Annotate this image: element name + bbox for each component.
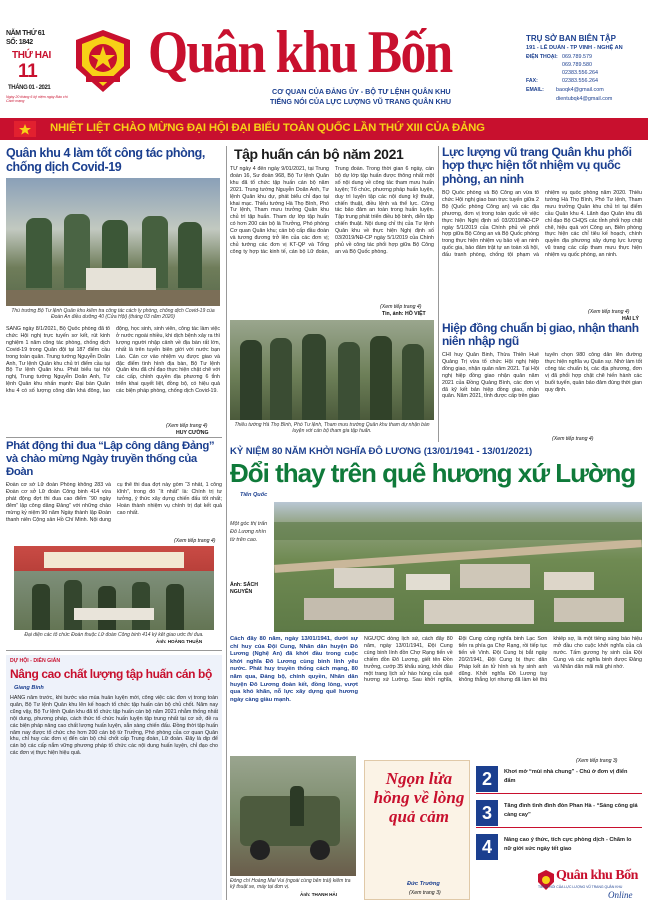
weekday: THỨ HAI (12, 50, 51, 61)
column-divider (226, 146, 227, 900)
column-divider (438, 146, 439, 442)
section-divider (6, 437, 222, 438)
anniversary-aerial-photo (274, 502, 642, 632)
issue-box (6, 30, 68, 110)
poem-box (364, 760, 470, 900)
training-headline: Tập huấn cán bộ năm 2021 (234, 146, 404, 162)
training-continued: (Xem tiếp trang 4) (380, 304, 422, 310)
issue-number: SỐ: 1842 (6, 39, 33, 46)
quality-kicker: DỰ HỘI - DIỄN GIÁN (10, 658, 61, 664)
coordination-article (442, 146, 642, 322)
agreement-article (442, 322, 642, 446)
poem-title: Ngọn lửa hồng về lòng quả cảm (373, 769, 465, 826)
index-number: 4 (476, 834, 498, 860)
day: 11 (18, 61, 38, 82)
covid-body: SÁNG ngày 8/1/2021, Bộ Quốc phòng đã tổ chức Hội nghị trực tuyến sơ kết, rút kinh nghiệm 1 năm công tác phòng, chống dịch Covid-19 trong Quân đội tại 187 điểm cầu trong toàn quân. Trung tướng Nguyễn Doãn Anh, Tư lệnh Quân khu chủ trì điểm cầu tại Bộ Tư lệnh Quân khu. Phát biểu tại hội nghị, Trung tướng Nguyễn Doãn Anh, Tư lệnh Quân khu nhấn mạnh: Đại bàn Quân khu 4 có số lượng công dân khá đông, lao động, học sinh, sinh viên, công tác làm việc ở nước ngoài nhiều, khi dịch bệnh xảy ra thì lượng người nhập cảnh về địa bàn rất lớn, nhất là trên tuyến biên giới với nước bạn Lào. Cán cơ vào nhiệm vụ được giao và đặc điểm tình hình địa bàn, Bộ Tư lệnh Quân khu đã chỉ đạo thực hiện chặt chẽ với các cấp, chính quyền địa phương 6 tỉnh triển khai quyết liệt, đồng bộ, có hiệu quả các biện pháp phòng, chống dịch Covid-19. (6, 326, 220, 395)
agreement-continued: (Xem tiếp trang 4) (552, 436, 594, 442)
address: 191 - LÊ DUẨN - TP VINH - NGHỆ AN (526, 45, 623, 51)
army-emblem (72, 28, 134, 96)
index-item[interactable] (476, 832, 642, 866)
coordination-body: BỘ Quốc phòng và Bộ Công an vừa tổ chức Hội nghị giao ban trực tuyến giữa 2 Bộ (Quốc phòng Công an) và các địa phương, đơn vị trong toàn quốc về việc thực hiện Nghị định số 03/2019/NĐ-CP ngày 5/1/2019 của Chính phủ về phối hợp giữa Bộ Công an và Bộ Quốc phòng trong thực hiện nhiệm vụ bảo vệ an ninh quốc gia, bảo đảm trật tự an toàn xã hội, đấu tranh phòng, chống tội phạm và nhiệm vụ quốc phòng năm 2020. Thiếu tướng Hà Thọ Bình, Phó Tư lệnh, Tham mưu trưởng Quân khu chủ trì tại điểm cầu Quân khu 4. Lãnh đạo Quân khu đã chỉ đạo Bộ CHQS các tỉnh phối hợp chặt chẽ, hiệu quả với Công an, Biên phòng thực hiện các chỉ tiêu kế hoạch, chính quyền địa phương xây dựng lực lượng vũ trang các cấp tham mưu thực hiện nhiệm vụ quốc phòng, an ninh. (442, 190, 642, 259)
training-byline: Tin, ảnh: HỒ VIỆT (382, 311, 426, 317)
subtitle-voice: TIẾNG NÓI CỦA LỰC LƯỢNG VŨ TRANG QUÂN KHU (270, 97, 452, 106)
contact-block (526, 34, 644, 114)
anniversary-author: Tiến Quốc (240, 492, 268, 498)
office-title: TRỤ SỞ BAN BIÊN TẬP (526, 34, 616, 43)
training-article (230, 146, 434, 438)
coordination-headline: Lực lượng vũ trang Quân khu phối hợp thực hiện tốt nhiệm vụ quốc phòng, an ninh (442, 145, 632, 186)
covid-continued: (Xem tiếp trang 4) (166, 423, 208, 429)
index-box (476, 764, 642, 868)
training-photo-caption: Thiếu tướng Hà Thọ Bình, Phó Tư lệnh, Tham mưu trưởng Quân khu tham dự nhận bàn luyện với cán bộ tham gia tập huấn. (234, 422, 430, 435)
index-text: Nâng cao ý thức, tích cực phòng dịch - Chăm lo nữ giới sức ngày tết giao (504, 837, 632, 852)
banner-flag-icon (14, 121, 36, 137)
index-text: Khơi mở “mùi nhà chung” - Chú ở đơn vị điển đẩm (504, 769, 628, 784)
phone-2: 069.789.580 (562, 62, 592, 68)
emulation-photo-caption: Đại diện các tổ chức Đoàn thuộc Lữ đoàn Công binh 414 ký kết giao ước thi đua. (24, 632, 204, 638)
index-number: 3 (476, 800, 498, 826)
coordination-byline: HẢI LÝ (622, 316, 640, 322)
year-number: NĂM THỨ 61 (6, 30, 45, 37)
anniversary-vehicle-caption: Đồng chí Hoàng Mai Vui (ngoài cùng bên trái) kiểm tra kỹ thuật xe, máy tại đơn vị. (230, 878, 351, 891)
anniversary-vehicle-photo (230, 756, 356, 876)
anniversary-photo-caption: Một góc thị trấn Đô Lương nhìn từ trên cao. (230, 521, 268, 543)
online-logo-text: Quân khu Bốn (556, 868, 638, 883)
phone-1: 069.789.579 (562, 54, 592, 60)
phone-label: ĐIỆN THOẠI: (526, 54, 558, 60)
quality-author: Giang Binh (14, 685, 44, 691)
online-logo-tagline: TIẾNG NÓI CỦA LỰC LƯỢNG VŨ TRANG QUÂN KHU (538, 885, 623, 889)
subtitle-agency: CƠ QUAN CỦA ĐẢNG ỦY - BỘ TƯ LỆNH QUÂN KHU (272, 87, 451, 96)
anniversary-continued: (Xem tiếp trang 3) (576, 758, 618, 764)
fax-number: 02383.556.264 (562, 78, 598, 84)
emulation-byline: Ảnh: HOÀNG THUẬN (156, 639, 203, 644)
fax-label: FAX: (526, 78, 538, 84)
emulation-article (6, 440, 222, 646)
section-divider (6, 650, 222, 651)
agreement-headline: Hiệp đồng chuẩn bị giao, nhận thanh niên nhập ngũ (442, 321, 639, 349)
poem-continued: (Xem trang 3) (409, 890, 441, 896)
emulation-body: Đoàn cơ sở Lữ đoàn Phòng không 283 và Đoàn cơ sở Lữ đoàn Công binh 414 vừa phát động đợt thi đua cao điểm “90 ngày đêm” lập công dâng Đảng” với những chào mừng kỷ niệm 90 năm Ngày thành lập Đoàn thanh niên Cộng sản Hồ Chí Minh. Nội dung cụ thể thi đua đợt này gồm “3 nhất, 1 công kĩnh”, trong đó “ít nhất” là: Chính trị tư tưởng, ý thức xây dựng chiến đấu tốt nhất; Hoàn thành nhiệm vụ chính trị đạt kết quả cao nhất. (6, 482, 222, 523)
email-2: dientubqk4@gmail.com (556, 96, 613, 102)
newspaper-title: Quân khu Bốn (148, 19, 452, 85)
anniversary-headline: Đổi thay trên quê hương xứ Lường (230, 458, 636, 488)
emulation-continued: (Xem tiếp trang 4) (174, 538, 216, 544)
poem-author: Đức Trường (407, 881, 440, 887)
email-1: baoqk4@gmail.com (556, 87, 604, 93)
anniversary-kicker: KỶ NIỆM 80 NĂM KHỞI NGHĨA ĐÔ LƯƠNG (13/01/1941 - 13/01/2021) (230, 446, 533, 457)
emulation-headline: Phát động thi đua “Lập công dâng Đảng” và chào mừng Ngày truyền thống của Đoàn (6, 440, 215, 478)
coordination-continued: (Xem tiếp trang 4) (588, 309, 630, 315)
founded-note: Ngày 20 tháng 6 kỷ niệm ngày Báo chí Cách mạng (6, 95, 68, 104)
covid-headline: Quân khu 4 làm tốt công tác phòng, chống dịch Covid-19 (6, 146, 205, 174)
banner-text: NHIỆT LIỆT CHÀO MỪNG ĐẠI HỘI ĐẠI BIỂU TOÀN QUỐC LẦN THỨ XIII CỦA ĐẢNG (50, 122, 485, 134)
email-label: EMAIL: (526, 87, 544, 93)
congress-banner (0, 118, 648, 140)
month-year: THÁNG 01 - 2021 (8, 85, 51, 91)
emulation-photo (14, 546, 214, 630)
quality-headline: Nâng cao chất lượng tập huấn cán bộ (10, 667, 212, 681)
training-photo (230, 320, 434, 420)
agreement-body: CHỈ huy Quân Binh, Thừa Thiên Huế Quảng Trị vừa tổ chức Hội nghị hiệp đồng giao, nhận quân năm 2021. Tại Hội nghị hiệp đồng giao nhận quân năm 2021 của Đồng Quảng Bình, các đơn vị đã kỹ kết bản hiệp đồng giao, nhận quân. Năm 2021, tỉnh được cấp trên giao tuyển chọn 980 công dân lên đường thực hiện nghĩa vụ Quân sự. Nhờ làm tốt công tác chuẩn bị, các địa phương, đơn vị đã phối hợp chặt chẽ hiến hành các buổi tuyển, quản bảo đảm đúng thời gian quy định. (442, 352, 642, 400)
anniversary-vehicle-credit: Ảnh: THANH HẢI (300, 892, 337, 897)
covid-article (6, 146, 222, 436)
anniversary-photo-credit: Ảnh: SÁCH NGUYÊN (230, 582, 258, 595)
training-body: TỪ ngày 4 đến ngày 9/01/2021, tại Trung đoàn 16, Sư đoàn 968, Bộ Tư lệnh Quân khu đã tổ chức tập huấn cán bộ năm 2021. Trung tướng Nguyễn Doãn Anh, Tư lệnh Quân khu dự, phát biểu chỉ đạo tại khai mạc. Thiếu tướng Hà Thọ Bình, Phó Tư lệnh, Tham mưu trưởng Quân khu chủ trì tập huấn. Tham dự lớp tập huấn có hơn 200 cán bộ là Trưởng, Phó phòng Cơ quan Quân khu; cán bộ cấp đầu đoàn và tương đương trở lên của các đơn vị; chủ tướng các đơn vị KT-QP và Tổng công ty hợp tác kinh tế, cán bộ Lữ đoàn, Trung đoàn. Trong thời gian 6 ngày, cán bộ dự lớp tập huấn được thông nhất một số nội dung về công tác tham mưu huấn luyện; Tổ chức, phương pháp huấn luyện, duy trì luyện tập các nội dung kỹ thuật, chiến thuật, điều lệnh và thể lực. Công tác bảo đảm an toàn trong huấn luyện. Tập trung phát triển điều bộ binh, diễn tập chiến thuật. Nội dung chỉ thị của Tư lệnh Quân khu về thực hiện Nghị định số 03/2019/NĐ-CP ngày 5/1/2019 của Chính phủ về công tác phối hợp giữa Bộ Công an và Bộ Quốc phòng. (230, 166, 434, 255)
index-item[interactable] (476, 764, 642, 794)
covid-photo (6, 178, 220, 306)
index-number: 2 (476, 766, 498, 792)
index-text: Tăng đình tình đình đòn Phan Hà - “Sáng công giá càng cay” (504, 803, 638, 818)
quality-article (6, 655, 222, 900)
quality-body: HĂNG năm trước, khi bước vào mùa huấn luyện mới, công việc các đơn vị trong toàn quân, Bộ Tư lệnh Quân khu lên kế hoạch tổ chức tập huấn cán bộ chủ chốt. Năm nay cũng vậy, Bộ Tư lệnh Quân khu đã tổ chức tập huấn cán bộ năm 2021 nhằm thống nhất nội dung, phương pháp, cách thức tổ chức huấn luyện tập trung nhất tại cơ sở, đề ra các biện pháp nâng cao chất lượng huấn luyện, sẵn sàng chiến đấu. Đồng thời tập huấn năm nay được tổ chức cho hơn 200 cán bộ từ Trưởng, Phó phòng của cơ quan Quân khu, chỉ huy các đơn vị đến cán bộ chủ chốt cấp Trung đoàn, Lữ đoàn. Đây là dịp để cán bộ các cấp nắm vững phương pháp tổ chức các nội dung huấn luyện, chỉ đạo cho các đơn vị thực hiện hiệu quả. (10, 695, 218, 757)
covid-byline: HUY CƯỜNG (176, 430, 209, 436)
index-item[interactable] (476, 798, 642, 828)
anniversary-body: NGƯỢC dòng lịch sử, cách đây 80 năm, ngày 13/01/1941, Đội Cung cùng binh lính đồn Chợ Rạng tiến về chiếm đồn Đô Lương, giết tên Đồn trưởng, cướp 35 khẩu súng, khởi đầu một trang lịch sử hào hùng của quê hương xứ Lường. Sau khởi nghĩa, Đội Cung cùng nghĩa binh Lạc Sơn tiến ra phía ga Chợ Rạng, rồi tiếp tục tiến về Vinh. Đội Cung bị bắt ngày 20/2/1941, Đội Cung bị thực dân Pháp kết án tử hình và hy sinh anh dũng. Khởi nghĩa Đô Lương tuy không thắng lợi nhưng đã làm kẻ thù khiếp sợ, là một tiếng súng báo hiệu mở đầu cho cuộc khởi nghĩa của cả nước. Tấm gương hy sinh của Đội Cung và các nghĩa binh được Đảng và Nhân dân mãi mãi ghi nhớ. (364, 636, 642, 684)
online-logo[interactable] (538, 868, 644, 902)
online-logo-sub: Online (608, 890, 633, 900)
masthead (0, 0, 648, 118)
phone-3: 02383.556.264 (562, 70, 598, 76)
covid-photo-caption: Thủ trưởng Bộ Tư lệnh Quân khu kiểm tra công tác cách ly phòng, chống dịch Covid-19 của Đoàn An điều dưỡng 40 (Cửa Hội) (tháng 03 năm 2020) (11, 308, 215, 321)
anniversary-lead: Cách đây 80 năm, ngày 13/01/1941, dưới sự chỉ huy của Đội Cung, Nhân dân huyện Đô Lương (Nghệ An) đã khởi đầu trong cuộc khởi nghĩa Đô Lương cùng binh lính yêu nước. Phát huy truyền thống cách mạng, 80 năm qua, Đảng bộ, chính quyền, Nhân dân huyện Đô Lương đoàn kết, đồng lòng, vượt qua khó khăn, nỗ lực xây dựng quê hương ngày càng giàu mạnh. (230, 636, 358, 703)
